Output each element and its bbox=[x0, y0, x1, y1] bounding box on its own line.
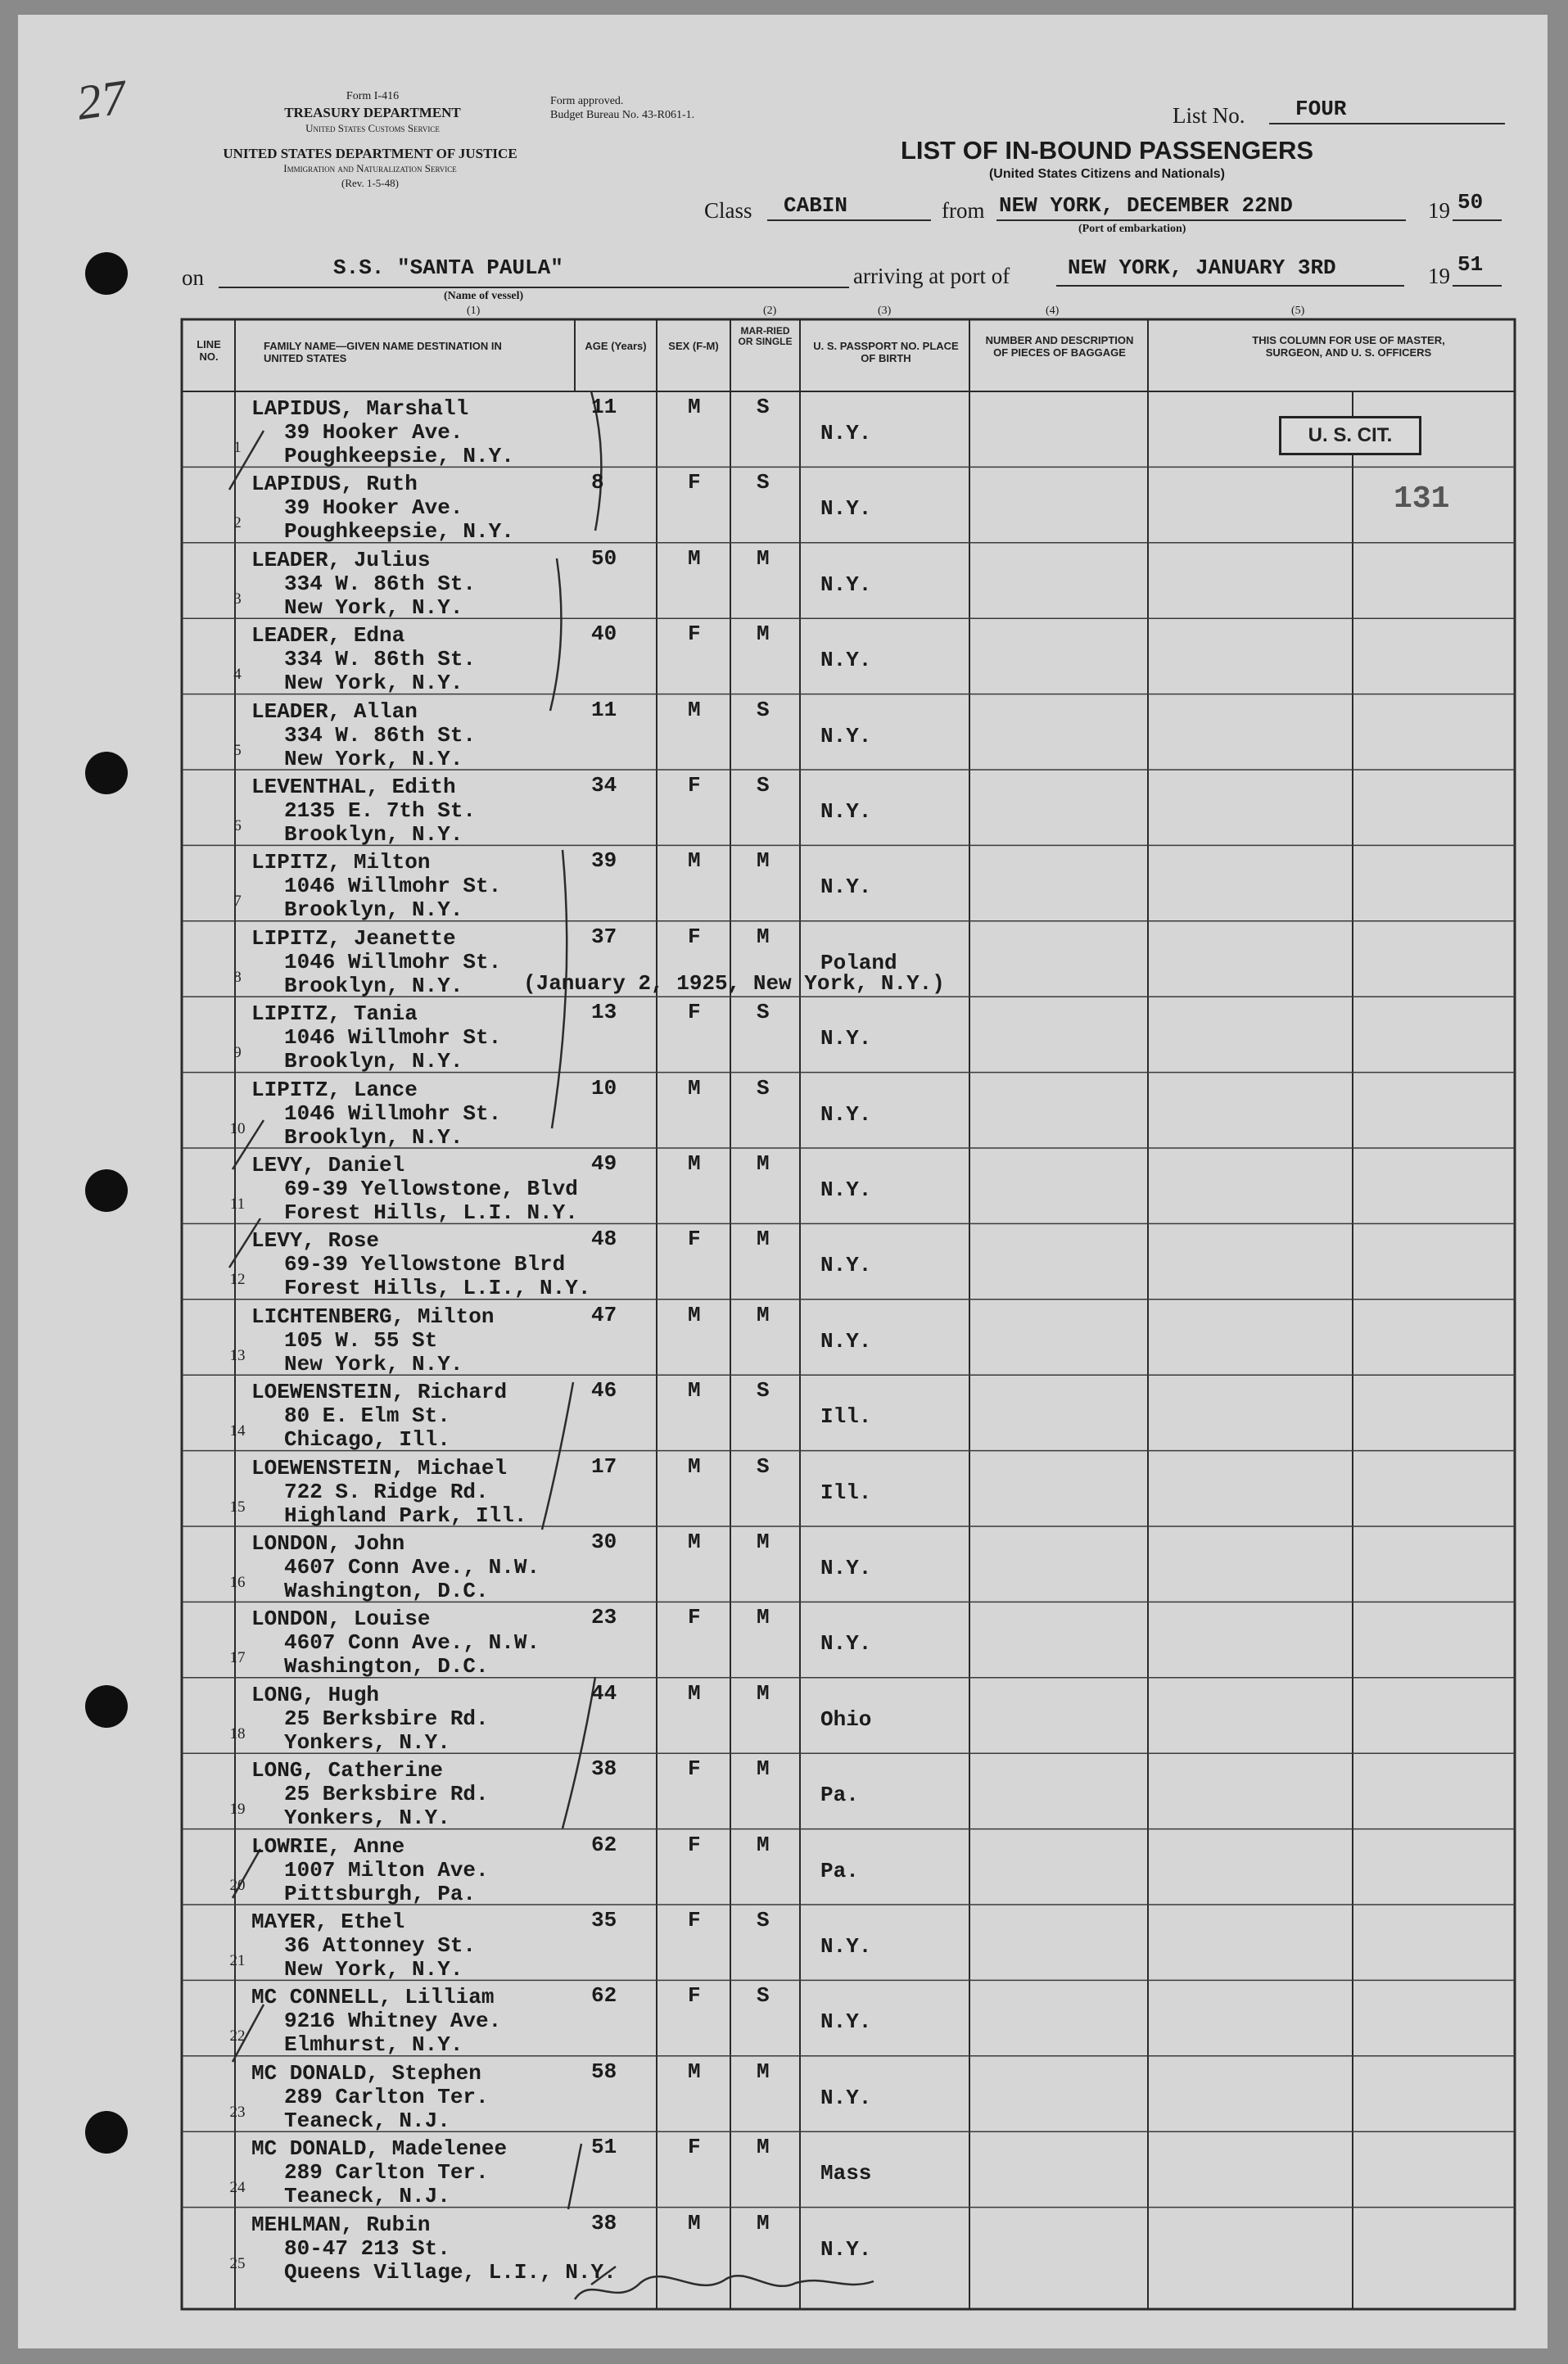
marital-status: M bbox=[757, 545, 770, 571]
table-row bbox=[18, 770, 1548, 845]
passenger-name: LOWRIE, Anne bbox=[251, 1833, 405, 1859]
list-number: FOUR bbox=[1295, 97, 1347, 121]
line-number: 18 bbox=[229, 1724, 246, 1742]
col-number: (4) bbox=[1046, 305, 1060, 317]
address-street: 36 Attonney St. bbox=[284, 1933, 477, 1958]
address-street: 69-39 Yellowstone, Blvd bbox=[284, 1177, 578, 1201]
line-number: 7 bbox=[233, 893, 242, 911]
sex-value: M bbox=[688, 1378, 701, 1403]
address-street: 39 Hooker Ave. bbox=[284, 420, 463, 445]
birth-place: Pa. bbox=[820, 1858, 859, 1883]
address-street: 334 W. 86th St. bbox=[284, 647, 477, 672]
line-number: 15 bbox=[229, 1498, 246, 1516]
address-street: 105 W. 55 St bbox=[284, 1327, 438, 1353]
year1-prefix: 19 bbox=[1428, 198, 1450, 223]
sex-value: M bbox=[688, 2210, 701, 2235]
line-number: 21 bbox=[229, 1952, 246, 1969]
address-city: New York, N.Y. bbox=[284, 671, 463, 696]
header-married: MAR-RIED OR SINGLE bbox=[738, 325, 793, 347]
table-row bbox=[18, 543, 1548, 618]
table-row bbox=[18, 1148, 1548, 1223]
customs-service: United States Customs Service bbox=[305, 122, 440, 134]
sex-value: M bbox=[688, 1075, 701, 1101]
age-value: 30 bbox=[591, 1530, 617, 1554]
line-number: 17 bbox=[229, 1649, 246, 1667]
birth-place: Ill. bbox=[820, 1480, 872, 1505]
age-value: 40 bbox=[591, 622, 617, 647]
sex-value: F bbox=[688, 1227, 701, 1252]
line-number: 20 bbox=[229, 1876, 246, 1894]
address-city: Highland Park, Ill. bbox=[284, 1503, 527, 1528]
passenger-name: MC CONNELL, Lilliam bbox=[251, 1985, 495, 2010]
birth-place: Pa. bbox=[820, 1783, 859, 1808]
citizen-stamp: U. S. CIT. bbox=[1279, 416, 1421, 455]
marital-status: S bbox=[757, 1908, 770, 1932]
age-value: 44 bbox=[591, 1680, 617, 1706]
birth-place: N.Y. bbox=[820, 799, 872, 824]
table-row bbox=[18, 467, 1548, 545]
vessel-note: (Name of vessel) bbox=[444, 290, 524, 302]
passenger-name: LIPITZ, Milton bbox=[251, 850, 431, 875]
line-number: 16 bbox=[229, 1574, 246, 1591]
age-value: 39 bbox=[591, 848, 617, 874]
address-street: 2135 E. 7th St. bbox=[284, 798, 477, 823]
sex-value: F bbox=[688, 924, 701, 949]
birth-place: N.Y. bbox=[820, 496, 872, 522]
address-city: New York, N.Y. bbox=[284, 746, 463, 771]
address-city: New York, N.Y. bbox=[284, 594, 463, 620]
line-number: 4 bbox=[233, 666, 242, 684]
marital-status: S bbox=[757, 1075, 770, 1101]
table-row bbox=[18, 845, 1548, 923]
age-value: 35 bbox=[591, 1908, 617, 1932]
birth-place: Mass bbox=[820, 2161, 872, 2186]
sex-value: F bbox=[688, 1983, 701, 2009]
birth-place: N.Y. bbox=[820, 1631, 872, 1657]
table-row bbox=[18, 1526, 1548, 1602]
table-row bbox=[18, 2208, 1548, 2283]
passenger-name: LEADER, Edna bbox=[251, 623, 405, 649]
age-value: 37 bbox=[591, 924, 617, 949]
sex-value: F bbox=[688, 2135, 701, 2160]
line-number: 1 bbox=[233, 439, 242, 456]
sex-value: M bbox=[688, 1302, 701, 1327]
line-number: 10 bbox=[229, 1119, 246, 1137]
table-row bbox=[18, 1375, 1548, 1453]
age-value: 46 bbox=[591, 1378, 617, 1403]
address-street: 25 Berksbire Rd. bbox=[284, 1706, 489, 1731]
col-number: (5) bbox=[1291, 305, 1305, 317]
line-number: 22 bbox=[229, 2027, 246, 2045]
address-street: 4607 Conn Ave., N.W. bbox=[284, 1555, 540, 1580]
marital-status: S bbox=[757, 395, 770, 419]
line-number: 5 bbox=[233, 741, 242, 759]
birth-place: Ill. bbox=[820, 1404, 872, 1430]
address-city: Forest Hills, L.I., N.Y. bbox=[284, 1276, 591, 1301]
address-street: 80-47 213 St. bbox=[284, 2235, 450, 2261]
header-age: AGE (Years) bbox=[585, 340, 647, 352]
age-value: 62 bbox=[591, 1832, 617, 1857]
sex-value: F bbox=[688, 1000, 701, 1025]
birth-place: N.Y. bbox=[820, 648, 872, 673]
table-row bbox=[18, 1980, 1548, 2058]
address-city: Brooklyn, N.Y. bbox=[284, 897, 463, 923]
address-city: Brooklyn, N.Y. bbox=[284, 1124, 463, 1150]
line-number: 3 bbox=[233, 590, 242, 608]
birth-place: N.Y. bbox=[820, 572, 872, 597]
address-city: Elmhurst, N.Y. bbox=[284, 2032, 463, 2058]
address-city: New York, N.Y. bbox=[284, 1957, 463, 1982]
line-number: 23 bbox=[229, 2103, 246, 2121]
sex-value: M bbox=[688, 395, 701, 419]
marital-status: M bbox=[757, 1832, 770, 1857]
address-street: 289 Carlton Ter. bbox=[284, 2084, 489, 2109]
passenger-name: LEVY, Rose bbox=[251, 1228, 380, 1254]
marital-status: M bbox=[757, 1605, 770, 1630]
passenger-name: LAPIDUS, Marshall bbox=[251, 396, 469, 421]
age-value: 62 bbox=[591, 1983, 617, 2009]
table-row bbox=[18, 1678, 1548, 1753]
sex-value: M bbox=[688, 1151, 701, 1176]
marital-status: M bbox=[757, 622, 770, 647]
treasury-department: TREASURY DEPARTMENT bbox=[284, 105, 461, 120]
marital-status: M bbox=[757, 2210, 770, 2235]
arrival-port: NEW YORK, JANUARY 3RD bbox=[1068, 255, 1336, 280]
address-street: 334 W. 86th St. bbox=[284, 571, 477, 596]
marital-status: S bbox=[757, 1378, 770, 1403]
sex-value: F bbox=[688, 1605, 701, 1630]
address-city: Poughkeepsie, N.Y. bbox=[284, 519, 514, 545]
address-city: Pittsburgh, Pa. bbox=[284, 1881, 477, 1906]
sex-value: F bbox=[688, 1908, 701, 1932]
table-row bbox=[18, 1451, 1548, 1526]
birth-note: (January 2, 1925, New York, N.Y.) bbox=[523, 971, 945, 996]
passenger-name: LEADER, Allan bbox=[251, 698, 418, 724]
marital-status: M bbox=[757, 1756, 770, 1782]
passenger-name: LAPIDUS, Ruth bbox=[251, 472, 418, 497]
passenger-name: LEVENTHAL, Edith bbox=[251, 775, 456, 799]
marital-status: M bbox=[757, 2135, 770, 2160]
age-value: 17 bbox=[591, 1453, 617, 1479]
address-street: 4607 Conn Ave., N.W. bbox=[284, 1630, 540, 1656]
sex-value: F bbox=[688, 1756, 701, 1782]
line-number: 19 bbox=[229, 1801, 246, 1819]
birth-place: N.Y. bbox=[820, 421, 872, 445]
list-no-label: List No. bbox=[1173, 103, 1245, 128]
address-street: 1046 Willmohr St. bbox=[284, 1025, 502, 1051]
address-street: 25 Berksbire Rd. bbox=[284, 1782, 489, 1807]
age-value: 38 bbox=[591, 2210, 617, 2235]
table-row bbox=[18, 694, 1548, 770]
address-street: 1007 Milton Ave. bbox=[284, 1857, 489, 1883]
marital-status: S bbox=[757, 773, 770, 798]
passenger-name: MAYER, Ethel bbox=[251, 1910, 405, 1934]
birth-place: Poland bbox=[820, 950, 897, 975]
address-city: Forest Hills, L.I. N.Y. bbox=[284, 1200, 578, 1225]
table-row bbox=[18, 1073, 1548, 1148]
justice-department: UNITED STATES DEPARTMENT OF JUSTICE bbox=[223, 146, 517, 161]
passenger-name: LIPITZ, Tania bbox=[251, 1001, 418, 1027]
marital-status: S bbox=[757, 697, 770, 722]
marital-status: S bbox=[757, 1983, 770, 2009]
age-value: 10 bbox=[591, 1075, 617, 1101]
address-street: 722 S. Ridge Rd. bbox=[284, 1479, 489, 1504]
embarkation-port: NEW YORK, DECEMBER 22ND bbox=[999, 193, 1293, 218]
passenger-name: MC DONALD, Madelenee bbox=[251, 2136, 508, 2162]
passenger-name: MEHLMAN, Rubin bbox=[251, 2212, 431, 2237]
line-number: 25 bbox=[229, 2254, 246, 2272]
address-city: New York, N.Y. bbox=[284, 1351, 463, 1376]
year2: 51 bbox=[1457, 252, 1484, 277]
birth-place: N.Y. bbox=[820, 1026, 872, 1051]
from-label: from bbox=[942, 198, 985, 223]
budget-bureau: Budget Bureau No. 43-R061-1. bbox=[550, 109, 695, 121]
sex-value: M bbox=[688, 848, 701, 874]
col-number: (2) bbox=[763, 305, 777, 317]
birth-place: N.Y. bbox=[820, 2236, 872, 2262]
arriving-label: arriving at port of bbox=[853, 264, 1010, 288]
sex-value: M bbox=[688, 1530, 701, 1554]
corner-mark: 27 bbox=[73, 70, 130, 130]
line-number: 14 bbox=[229, 1422, 246, 1440]
table-row bbox=[18, 618, 1548, 694]
birth-place: N.Y. bbox=[820, 1556, 872, 1580]
age-value: 38 bbox=[591, 1756, 617, 1782]
marital-status: S bbox=[757, 1000, 770, 1025]
sex-value: F bbox=[688, 622, 701, 647]
marital-status: M bbox=[757, 1151, 770, 1176]
immigration-service: Immigration and Naturalization Service bbox=[283, 162, 457, 174]
header-line-no: LINE NO. bbox=[197, 338, 221, 363]
table-row bbox=[18, 1602, 1548, 1677]
line-number: 12 bbox=[229, 1271, 246, 1289]
sex-value: M bbox=[688, 1680, 701, 1706]
form-approved: Form approved. bbox=[550, 95, 624, 107]
address-street: 334 W. 86th St. bbox=[284, 722, 477, 748]
marital-status: S bbox=[757, 470, 770, 495]
passenger-name: LIPITZ, Jeanette bbox=[251, 925, 456, 951]
header-baggage: NUMBER AND DESCRIPTION OF PIECES OF BAGGAGE bbox=[985, 334, 1134, 359]
age-value: 49 bbox=[591, 1151, 617, 1176]
birth-place: Ohio bbox=[820, 1706, 872, 1732]
table-row bbox=[18, 1300, 1548, 1375]
age-value: 50 bbox=[591, 545, 617, 571]
address-city: Brooklyn, N.Y. bbox=[284, 822, 463, 847]
year2-prefix: 19 bbox=[1428, 264, 1450, 288]
line-number: 9 bbox=[233, 1044, 242, 1062]
sex-value: F bbox=[688, 470, 701, 495]
address-city: Brooklyn, N.Y. bbox=[284, 1049, 463, 1074]
line-number: 13 bbox=[229, 1346, 246, 1364]
marital-status: M bbox=[757, 924, 770, 949]
address-city: Queens Village, L.I., N.Y. bbox=[284, 2259, 617, 2285]
passenger-name: LOEWENSTEIN, Richard bbox=[251, 1380, 508, 1405]
age-value: 34 bbox=[591, 773, 617, 798]
birth-place: N.Y. bbox=[820, 2009, 872, 2035]
address-city: Chicago, Ill. bbox=[284, 1427, 450, 1453]
address-street: 39 Hooker Ave. bbox=[284, 495, 463, 521]
passenger-name: MC DONALD, Stephen bbox=[251, 2060, 481, 2086]
address-street: 1046 Willmohr St. bbox=[284, 874, 502, 899]
address-city: Yonkers, N.Y. bbox=[284, 1806, 450, 1831]
list-title: LIST OF IN-BOUND PASSENGERS bbox=[900, 136, 1314, 165]
table-row bbox=[18, 1829, 1548, 1905]
table-row bbox=[18, 1905, 1548, 1980]
col-number: (1) bbox=[467, 305, 481, 317]
address-city: Yonkers, N.Y. bbox=[284, 1729, 450, 1755]
year1: 50 bbox=[1457, 190, 1484, 215]
header-name: FAMILY NAME—GIVEN NAME DESTINATION IN UNITED STATES bbox=[264, 340, 502, 364]
sex-value: F bbox=[688, 773, 701, 798]
age-value: 8 bbox=[591, 470, 604, 495]
line-number: 8 bbox=[233, 968, 242, 986]
address-city: Washington, D.C. bbox=[284, 1654, 489, 1679]
birth-place: N.Y. bbox=[820, 875, 872, 900]
line-number: 6 bbox=[233, 817, 242, 834]
age-value: 11 bbox=[591, 395, 617, 419]
class-label: Class bbox=[704, 198, 752, 223]
sex-value: M bbox=[688, 697, 701, 722]
vessel-name: S.S. "SANTA PAULA" bbox=[333, 255, 563, 280]
sex-value: F bbox=[688, 1832, 701, 1857]
birth-place: N.Y. bbox=[820, 2085, 872, 2110]
passenger-name: LOEWENSTEIN, Michael bbox=[251, 1455, 508, 1480]
age-value: 58 bbox=[591, 2059, 617, 2084]
table-row bbox=[18, 1753, 1548, 1831]
birth-place: N.Y. bbox=[820, 723, 872, 748]
marital-status: M bbox=[757, 1227, 770, 1252]
page-number: 131 bbox=[1394, 481, 1450, 517]
address-street: 80 E. Elm St. bbox=[284, 1403, 450, 1429]
age-value: 23 bbox=[591, 1605, 617, 1630]
line-number: 24 bbox=[229, 2179, 246, 2197]
form-number: Form I-416 bbox=[346, 90, 400, 102]
address-city: Brooklyn, N.Y. bbox=[284, 973, 463, 998]
header-sex: SEX (F-M) bbox=[668, 340, 719, 352]
sex-value: M bbox=[688, 1453, 701, 1479]
passenger-name: LEVY, Daniel bbox=[251, 1153, 405, 1177]
passenger-name: LONDON, John bbox=[251, 1531, 405, 1556]
sex-value: M bbox=[688, 545, 701, 571]
passenger-name: LIPITZ, Lance bbox=[251, 1077, 418, 1102]
list-subtitle: (United States Citizens and Nationals) bbox=[988, 167, 1226, 181]
line-number: 11 bbox=[229, 1196, 246, 1213]
marital-status: M bbox=[757, 1530, 770, 1554]
col-number: (3) bbox=[878, 305, 892, 317]
marital-status: M bbox=[757, 848, 770, 874]
age-value: 51 bbox=[591, 2135, 617, 2160]
marital-status: S bbox=[757, 1453, 770, 1479]
class-value: CABIN bbox=[784, 193, 848, 218]
age-value: 11 bbox=[591, 697, 617, 722]
sex-value: M bbox=[688, 2059, 701, 2084]
form-revision: (Rev. 1-5-48) bbox=[341, 177, 399, 189]
birth-place: N.Y. bbox=[820, 1101, 872, 1127]
age-value: 47 bbox=[591, 1302, 617, 1327]
line-number: 2 bbox=[233, 514, 242, 532]
address-city: Teaneck, N.J. bbox=[284, 2108, 450, 2133]
address-city: Poughkeepsie, N.Y. bbox=[284, 444, 514, 468]
address-street: 9216 Whitney Ave. bbox=[284, 2009, 502, 2034]
address-street: 69-39 Yellowstone Blrd bbox=[284, 1252, 566, 1277]
marital-status: M bbox=[757, 1302, 770, 1327]
birth-place: N.Y. bbox=[820, 1177, 872, 1202]
passenger-name: LONDON, Louise bbox=[251, 1607, 431, 1632]
address-city: Teaneck, N.J. bbox=[284, 2184, 450, 2209]
marital-status: M bbox=[757, 1680, 770, 1706]
table-row bbox=[18, 997, 1548, 1072]
table-row bbox=[18, 2131, 1548, 2207]
table-row bbox=[18, 2056, 1548, 2131]
birth-place: N.Y. bbox=[820, 1934, 872, 1959]
header-officers: THIS COLUMN FOR USE OF MASTER, SURGEON, AND U. S. OFFICERS bbox=[1252, 334, 1445, 359]
address-street: 1046 Willmohr St. bbox=[284, 1101, 502, 1126]
address-street: 1046 Willmohr St. bbox=[284, 949, 502, 974]
birth-place: N.Y. bbox=[820, 1253, 872, 1278]
header-passport: U. S. PASSPORT NO. PLACE OF BIRTH bbox=[813, 340, 959, 364]
passenger-name: LICHTENBERG, Milton bbox=[251, 1304, 495, 1329]
address-city: Washington, D.C. bbox=[284, 1579, 489, 1603]
passenger-name: LONG, Catherine bbox=[251, 1758, 444, 1783]
age-value: 13 bbox=[591, 1000, 617, 1025]
manifest-sheet bbox=[18, 15, 1548, 2348]
passenger-name: LONG, Hugh bbox=[251, 1682, 380, 1707]
on-label: on bbox=[182, 265, 204, 290]
marital-status: M bbox=[757, 2059, 770, 2084]
address-street: 289 Carlton Ter. bbox=[284, 2160, 489, 2185]
passenger-name: LEADER, Julius bbox=[251, 547, 431, 572]
embarkation-note: (Port of embarkation) bbox=[1078, 223, 1186, 235]
age-value: 48 bbox=[591, 1227, 617, 1252]
table-row bbox=[18, 1223, 1548, 1299]
birth-place: N.Y. bbox=[820, 1328, 872, 1354]
